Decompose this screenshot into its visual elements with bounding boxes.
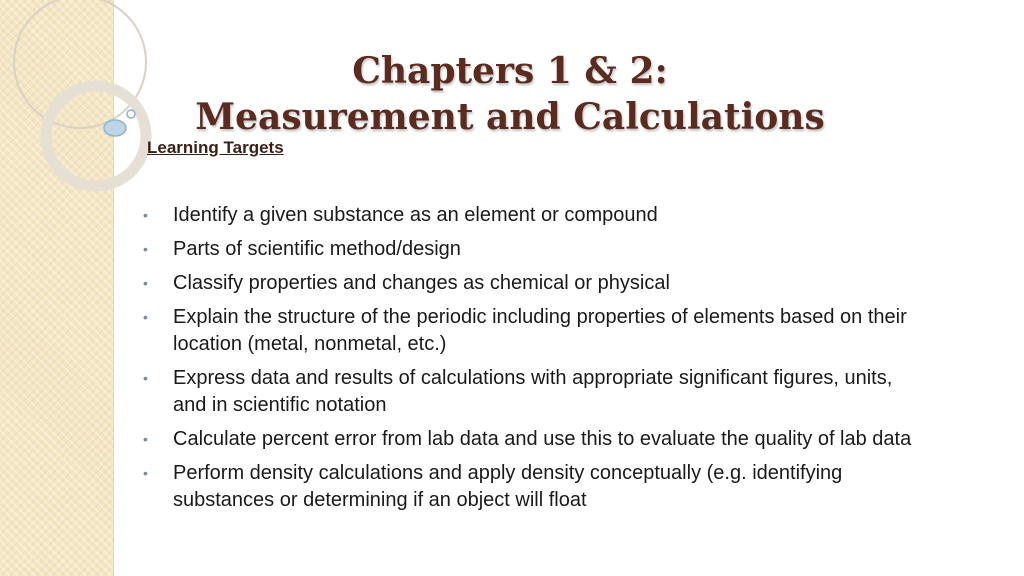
- list-item-text: Explain the structure of the periodic including properties of elements based on their location (metal, nonmetal, etc.): [173, 306, 907, 355]
- bullet-icon: •: [143, 207, 148, 223]
- list-item: [140, 270, 920, 297]
- bullet-icon: •: [143, 275, 148, 291]
- list-item-text: Identify a given substance as an element or compound: [173, 204, 658, 226]
- slide-title: [120, 48, 900, 140]
- learning-targets-list: [140, 202, 920, 521]
- list-item-text: Classify properties and changes as chemical or physical: [173, 272, 670, 294]
- list-item-text: Parts of scientific method/design: [173, 238, 461, 260]
- title-line-1: Chapters 1 & 2:: [352, 50, 668, 92]
- list-item-text: Perform density calculations and apply density conceptually (e.g. identifying substances or determining if an object will float: [173, 462, 843, 511]
- bullet-icon: •: [143, 370, 148, 386]
- list-item-text: Express data and results of calculations with appropriate significant figures, units, and in scientific notation: [173, 367, 893, 416]
- bullet-icon: •: [143, 431, 148, 447]
- list-item: [140, 236, 920, 263]
- bullet-icon: •: [143, 465, 148, 481]
- title-line-2: Measurement and Calculations: [195, 96, 825, 138]
- list-item: [140, 460, 920, 514]
- list-item: [140, 304, 920, 358]
- learning-targets-heading: Learning Targets: [147, 138, 284, 157]
- bullet-icon: •: [143, 241, 148, 257]
- bullet-icon: •: [143, 309, 148, 325]
- list-item: [140, 202, 920, 229]
- list-item: [140, 426, 920, 453]
- list-item-text: Calculate percent error from lab data and use this to evaluate the quality of lab data: [173, 428, 912, 450]
- list-item: [140, 365, 920, 419]
